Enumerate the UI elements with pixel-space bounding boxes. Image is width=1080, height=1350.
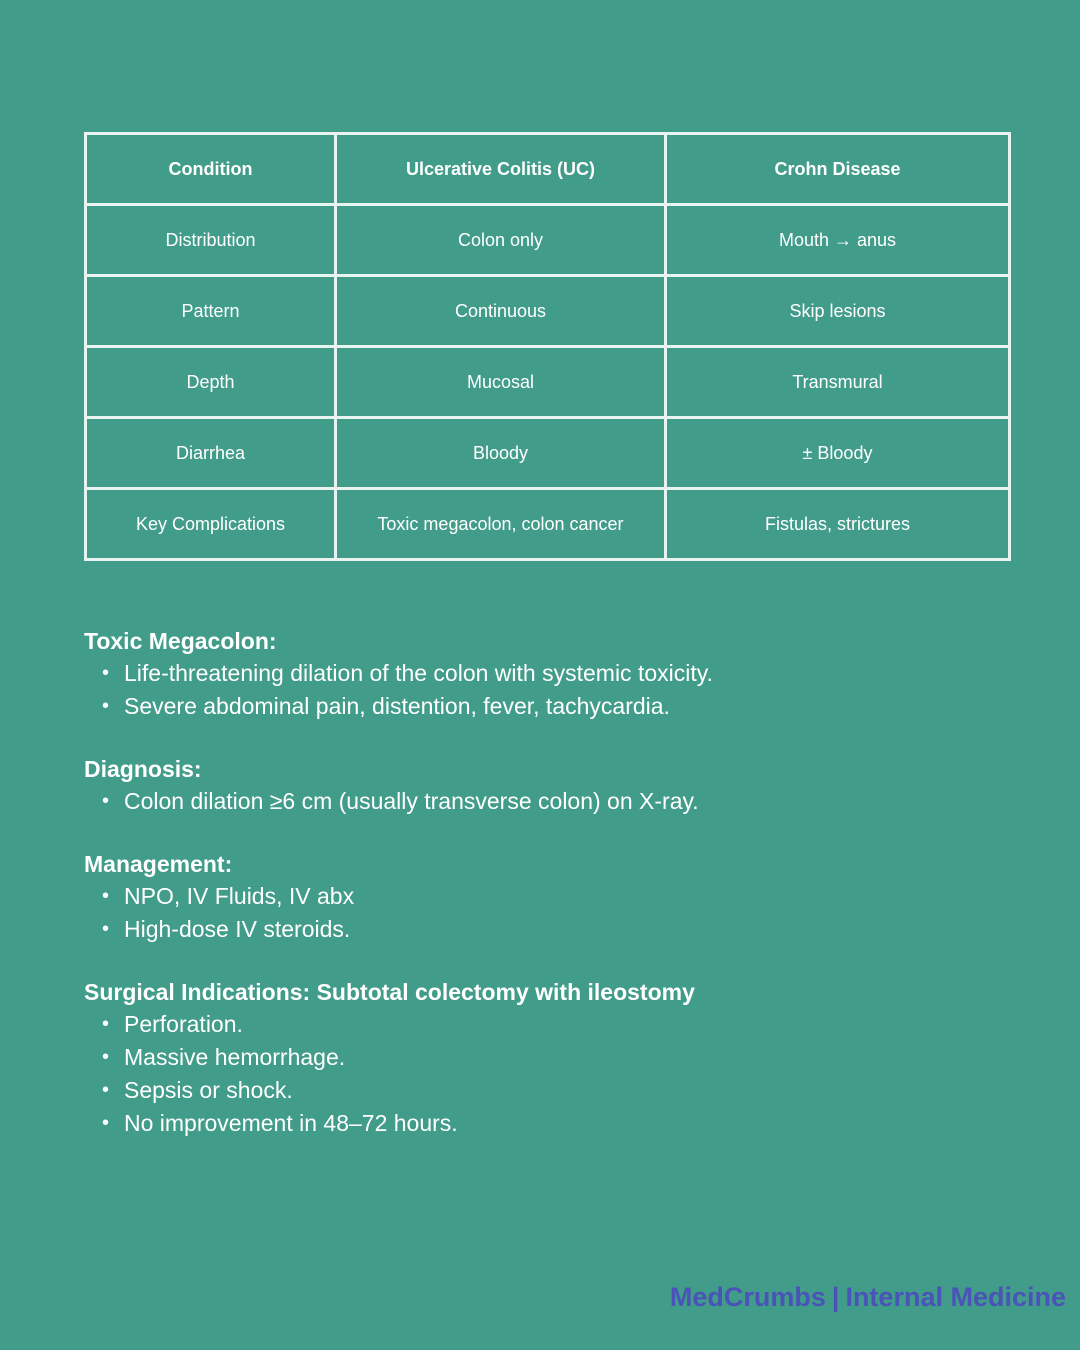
brand-separator: | — [831, 1282, 840, 1312]
list-item — [84, 1041, 1044, 1074]
header-uc: Ulcerative Colitis (UC) — [336, 134, 666, 205]
crohn-cell: Fistulas, strictures — [666, 489, 1010, 560]
bullet-dot-icon: • — [102, 695, 110, 717]
bullet-dot-icon: • — [102, 1112, 110, 1134]
bullet-dot-icon: • — [102, 790, 110, 812]
comparison-table-container — [84, 132, 1008, 561]
section-heading: Management: — [84, 851, 233, 877]
list-item-text: High-dose IV steroids. — [124, 916, 351, 942]
row-label: Depth — [86, 347, 336, 418]
list-item-text: Perforation. — [124, 1011, 243, 1037]
bullet-list — [84, 1008, 1044, 1140]
list-item — [84, 1107, 1044, 1140]
brand-footer — [670, 1282, 1066, 1313]
crohn-cell: ± Bloody — [666, 418, 1010, 489]
list-item — [84, 1074, 1044, 1107]
bullet-list — [84, 657, 1044, 723]
list-item-text: No improvement in 48–72 hours. — [124, 1110, 458, 1136]
list-item — [84, 690, 1044, 723]
comparison-table — [84, 132, 1011, 561]
row-label: Pattern — [86, 276, 336, 347]
bullet-dot-icon: • — [102, 662, 110, 684]
list-item — [84, 913, 1044, 946]
bullet-list — [84, 880, 1044, 946]
section-toxic-megacolon — [84, 626, 1044, 723]
notes-section — [84, 626, 1044, 1171]
crohn-cell: Transmural — [666, 347, 1010, 418]
list-item — [84, 785, 1044, 818]
list-item-text: Sepsis or shock. — [124, 1077, 293, 1103]
uc-cell: Mucosal — [336, 347, 666, 418]
list-item — [84, 880, 1044, 913]
header-condition: Condition — [86, 134, 336, 205]
section-heading: Diagnosis: — [84, 756, 202, 782]
list-item — [84, 1008, 1044, 1041]
list-item-text: NPO, IV Fluids, IV abx — [124, 883, 355, 909]
bullet-dot-icon: • — [102, 1046, 110, 1068]
table-row — [86, 205, 1010, 276]
list-item-text: Severe abdominal pain, distention, fever, tachycardia. — [124, 693, 670, 719]
brand-subtitle: Internal Medicine — [845, 1282, 1066, 1312]
list-item-text: Life-threatening dilation of the colon with systemic toxicity. — [124, 660, 713, 686]
bullet-dot-icon: • — [102, 918, 110, 940]
bullet-dot-icon: • — [102, 885, 110, 907]
section-management — [84, 849, 1044, 946]
row-label: Key Complications — [86, 489, 336, 560]
table-row — [86, 489, 1010, 560]
brand-name: MedCrumbs — [669, 1282, 826, 1312]
uc-cell: Toxic megacolon, colon cancer — [336, 489, 666, 560]
table-row — [86, 418, 1010, 489]
list-item-text: Colon dilation ≥6 cm (usually transverse colon) on X-ray. — [124, 788, 699, 814]
uc-cell: Bloody — [336, 418, 666, 489]
section-diagnosis — [84, 754, 1044, 818]
table-row — [86, 276, 1010, 347]
crohn-cell: Mouth → anus — [666, 205, 1010, 276]
bullet-list — [84, 785, 1044, 818]
section-surgical-indications — [84, 977, 1044, 1140]
list-item-text: Massive hemorrhage. — [124, 1044, 346, 1070]
section-heading: Toxic Megacolon: — [84, 628, 277, 654]
row-label: Diarrhea — [86, 418, 336, 489]
table-header-row — [86, 134, 1010, 205]
uc-cell: Colon only — [336, 205, 666, 276]
header-crohn: Crohn Disease — [666, 134, 1010, 205]
row-label: Distribution — [86, 205, 336, 276]
bullet-dot-icon: • — [102, 1079, 110, 1101]
section-heading: Surgical Indications: Subtotal colectomy with ileostomy — [84, 979, 695, 1005]
crohn-cell: Skip lesions — [666, 276, 1010, 347]
table-row — [86, 347, 1010, 418]
list-item — [84, 657, 1044, 690]
uc-cell: Continuous — [336, 276, 666, 347]
bullet-dot-icon: • — [102, 1013, 110, 1035]
